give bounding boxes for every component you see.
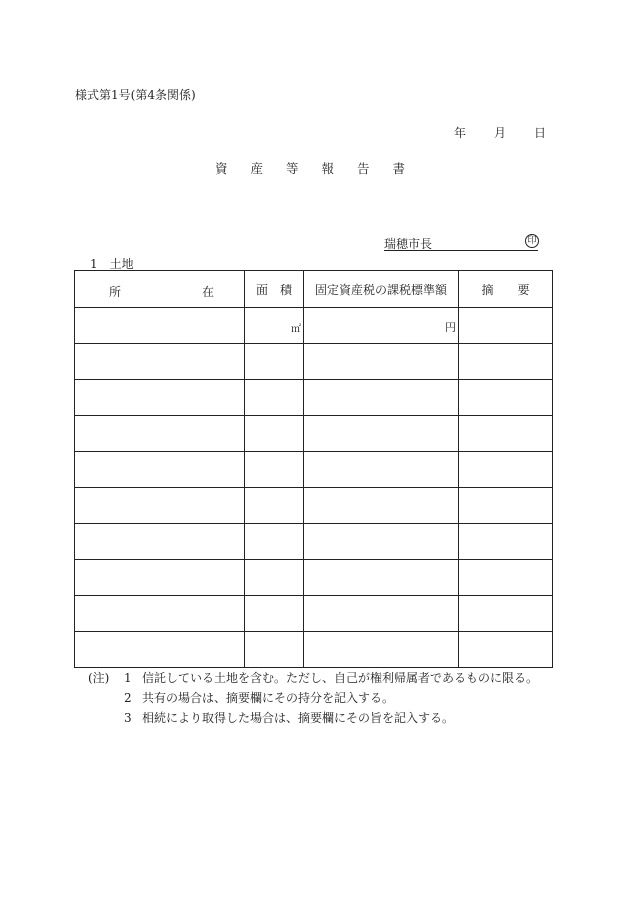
- area-cell[interactable]: [245, 416, 304, 452]
- table-row: [75, 632, 553, 668]
- form-number: 様式第1号(第4条関係): [75, 88, 196, 102]
- valuation-cell[interactable]: [304, 416, 459, 452]
- seal-mark: 印: [525, 234, 539, 248]
- area-unit: ㎡: [291, 324, 301, 335]
- valuation-cell[interactable]: [304, 452, 459, 488]
- date-line: [454, 124, 546, 141]
- valuation-cell[interactable]: [304, 560, 459, 596]
- table-row: [75, 380, 553, 416]
- location-cell[interactable]: [75, 632, 245, 668]
- note-text: 信託している土地を含む。ただし、自己が権利帰属者であるものに限る。: [142, 671, 539, 685]
- table-row: [75, 416, 553, 452]
- note-number: 3: [124, 711, 132, 725]
- header-area: 面 積: [245, 271, 304, 308]
- table-row: [75, 488, 553, 524]
- header-remarks: 摘 要: [459, 271, 553, 308]
- note-number: 1: [124, 671, 132, 685]
- valuation-cell[interactable]: [304, 524, 459, 560]
- date-day-label: 日: [534, 126, 547, 140]
- table-row: [75, 308, 553, 344]
- addressee-name: 瑞穂市長: [384, 237, 433, 251]
- table-row: [75, 452, 553, 488]
- note-text: 共有の場合は、摘要欄にその持分を記入する。: [142, 691, 395, 705]
- remarks-cell[interactable]: [459, 452, 553, 488]
- remarks-cell[interactable]: [459, 524, 553, 560]
- table-header-row: [75, 271, 553, 308]
- header-location: [75, 271, 245, 308]
- location-cell[interactable]: [75, 308, 245, 344]
- remarks-cell[interactable]: [459, 380, 553, 416]
- section-heading: 1 土地: [90, 257, 134, 271]
- header-location-part-2: 在: [202, 285, 215, 299]
- table-row: [75, 524, 553, 560]
- remarks-cell[interactable]: [459, 308, 553, 344]
- remarks-cell[interactable]: [459, 560, 553, 596]
- valuation-cell[interactable]: [304, 632, 459, 668]
- area-cell[interactable]: [245, 596, 304, 632]
- area-cell[interactable]: [245, 308, 304, 344]
- addressee-line: [384, 235, 538, 251]
- remarks-cell[interactable]: [459, 488, 553, 524]
- note-text: 相続により取得した場合は、摘要欄にその旨を記入する。: [142, 711, 455, 725]
- valuation-unit: 円: [445, 321, 456, 334]
- remarks-cell[interactable]: [459, 344, 553, 380]
- location-cell[interactable]: [75, 344, 245, 380]
- date-month-label: 月: [494, 126, 507, 140]
- table-row: [75, 560, 553, 596]
- location-cell[interactable]: [75, 596, 245, 632]
- table-row: [75, 344, 553, 380]
- remarks-cell[interactable]: [459, 416, 553, 452]
- remarks-cell[interactable]: [459, 632, 553, 668]
- location-cell[interactable]: [75, 380, 245, 416]
- document-title: 資産等報告書: [215, 161, 429, 176]
- remarks-cell[interactable]: [459, 596, 553, 632]
- location-cell[interactable]: [75, 416, 245, 452]
- table-row: [75, 596, 553, 632]
- location-cell[interactable]: [75, 524, 245, 560]
- location-cell[interactable]: [75, 488, 245, 524]
- area-cell[interactable]: [245, 380, 304, 416]
- header-valuation: 固定資産税の課税標準額: [304, 271, 459, 308]
- valuation-cell[interactable]: [304, 488, 459, 524]
- valuation-cell[interactable]: [304, 380, 459, 416]
- area-cell[interactable]: [245, 488, 304, 524]
- area-cell[interactable]: [245, 452, 304, 488]
- date-year-label: 年: [454, 126, 467, 140]
- valuation-cell[interactable]: [304, 344, 459, 380]
- location-cell[interactable]: [75, 560, 245, 596]
- area-cell[interactable]: [245, 344, 304, 380]
- land-table: [74, 270, 553, 668]
- area-cell[interactable]: [245, 524, 304, 560]
- area-cell[interactable]: [245, 632, 304, 668]
- area-cell[interactable]: [245, 560, 304, 596]
- valuation-cell[interactable]: [304, 596, 459, 632]
- header-location-part-1: 所: [109, 285, 122, 299]
- location-cell[interactable]: [75, 452, 245, 488]
- notes-label: (注): [88, 671, 110, 685]
- valuation-cell[interactable]: [304, 308, 459, 344]
- note-number: 2: [124, 691, 132, 705]
